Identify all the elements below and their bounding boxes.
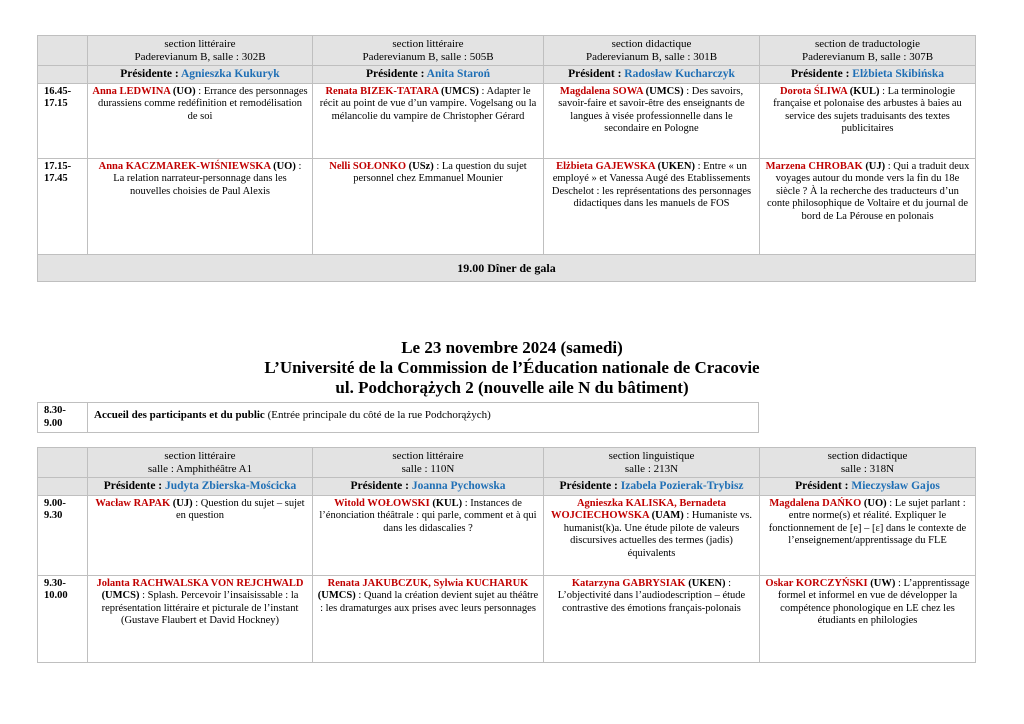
welcome-table	[37, 402, 759, 433]
affiliation: (UMCS)	[438, 85, 479, 97]
talk-cell	[313, 575, 544, 662]
venue-address: ul. Podchorążych 2 (nouvelle aile N du bâtiment)	[335, 378, 689, 397]
chair-name: Radosław Kucharczyk	[624, 68, 735, 80]
talk-title: : La question du sujet personnel chez Emmanuel Mounier	[353, 160, 527, 184]
chair-cell	[544, 478, 760, 496]
affiliation: (UKEN)	[655, 160, 695, 172]
time-slot: 17.15-17.45	[38, 158, 88, 254]
chair-cell	[760, 478, 976, 496]
section-name: section littéraire	[392, 38, 464, 50]
talk-cell	[88, 495, 313, 575]
section-name: section linguistique	[608, 450, 695, 462]
section-room: Paderevianum B, salle : 505B	[362, 50, 494, 63]
affiliation: (UJ)	[170, 497, 193, 509]
talk-title: : La relation narrateur-personnage dans les nouvelles choisies de Paul Alexis	[113, 160, 302, 197]
section-header	[760, 448, 976, 478]
affiliation: (UMCS)	[317, 590, 356, 601]
talk-cell	[760, 83, 976, 158]
speaker-name: Oskar KORCZYŃSKI	[765, 577, 868, 589]
speaker-name: Magdalena DAŃKO	[769, 497, 862, 509]
talk-cell	[544, 158, 760, 254]
affiliation: (KUL)	[429, 497, 463, 509]
day-title-block	[0, 338, 1024, 398]
talk-cell	[760, 158, 976, 254]
chair-label: Président :	[795, 480, 852, 492]
chair-row	[38, 66, 976, 84]
section-room: Paderevianum B, salle : 301B	[585, 50, 718, 63]
talk-cell	[544, 575, 760, 662]
affiliation: (USz)	[405, 160, 434, 172]
dinner-cell: 19.00 Dîner de gala	[38, 254, 976, 282]
section-header	[760, 36, 976, 66]
dinner-row	[38, 254, 976, 282]
schedule-table-saturday	[37, 447, 976, 663]
time-slot: 9.00-9.30	[38, 495, 88, 575]
talk-cell	[313, 495, 544, 575]
speaker-name: Elżbieta GAJEWSKA	[556, 160, 655, 172]
talk-cell	[313, 158, 544, 254]
speaker-name: Witold WOŁOWSKI	[334, 497, 430, 509]
time-header-cell	[38, 448, 88, 478]
talk-title: : Le sujet parlant : entre norme(s) et réalité. Expliquer le fonctionnement de [e] – [ɛ] dans le contexte de l’enseignement/apprentissage du FLE	[768, 497, 967, 546]
section-header	[88, 36, 313, 66]
speaker-name: Magdalena SOWA	[559, 85, 644, 97]
section-name: section didactique	[611, 38, 692, 50]
talk-cell	[544, 83, 760, 158]
chair-cell	[88, 478, 313, 496]
speaker-name: Nelli SOŁONKO	[329, 160, 406, 172]
section-room: salle : 318N	[840, 462, 895, 475]
talk-title: : Entre « un employé » et Vanessa Augé des Etablissements Deschelot : les représentations des personnages didactiques dans les manuels de FOS	[551, 160, 752, 209]
section-name: section de traductologie	[814, 38, 921, 50]
time-slot: 16.45-17.15	[38, 83, 88, 158]
section-name: section littéraire	[392, 450, 464, 462]
affiliation: (UJ)	[862, 160, 886, 172]
session-row	[38, 158, 976, 254]
day-date: Le 23 novembre 2024 (samedi)	[401, 338, 623, 357]
talk-title: : L’objectivité dans l’audiodescription – étude contrastive des émotions français-polonais	[557, 577, 746, 614]
section-room: salle : Amphithéâtre A1	[147, 462, 253, 475]
chair-cell	[88, 66, 313, 84]
chair-name: Anita Staroń	[426, 68, 491, 80]
time-header-cell	[38, 36, 88, 66]
chair-cell	[760, 66, 976, 84]
chair-label: Président :	[568, 68, 625, 80]
chair-cell	[544, 66, 760, 84]
speaker-name: Anna KACZMAREK-WIŚNIEWSKA	[98, 160, 271, 172]
talk-cell	[544, 495, 760, 575]
chair-label: Présidente :	[120, 68, 181, 80]
section-header	[544, 448, 760, 478]
talk-title: : Humaniste vs. humanist(k)a. Une étude pilote de valeurs discursives actuelles des termes (jadis) équivalents	[563, 510, 752, 559]
talk-title: : Splash. Percevoir l’insaisissable : la représentation littéraire et picturale de l’instant (Gustave Flaubert et David Hockney)	[101, 590, 299, 626]
time-slot: 9.30-10.00	[38, 575, 88, 662]
section-header	[313, 36, 544, 66]
section-header-row	[38, 448, 976, 478]
affiliation: (UMCS)	[101, 590, 140, 601]
chair-cell	[313, 66, 544, 84]
chair-name: Izabela Pozierak-Trybisz	[620, 480, 744, 492]
speaker-name: Renata BIZEK-TATARA	[325, 85, 439, 97]
talk-cell	[760, 575, 976, 662]
welcome-cell	[88, 403, 759, 433]
chair-row	[38, 478, 976, 496]
chair-label: Présidente :	[559, 480, 621, 492]
speaker-name: Katarzyna GABRYSIAK	[571, 577, 686, 589]
venue-name: L’Université de la Commission de l’Éducation nationale de Cracovie	[264, 358, 760, 377]
section-room: Paderevianum B, salle : 302B	[134, 50, 266, 63]
speaker-name: Jolanta RACHWALSKA VON REJCHWALD	[96, 577, 304, 589]
section-room: salle : 110N	[401, 462, 455, 475]
affiliation: (UO)	[861, 497, 887, 509]
speaker-name: Wacław RAPAK	[95, 497, 171, 509]
chair-label: Présidente :	[790, 68, 853, 80]
section-header	[544, 36, 760, 66]
speaker-name: Marzena CHROBAK	[765, 160, 863, 172]
chair-cell	[313, 478, 544, 496]
talk-title: : Qui a traduit deux voyages autour du monde vers la fin du 18e siècle ? À la recherche des traducteurs d’un conte philosophique de Voltaire et du journal de bord de La Pérouse en polonais	[766, 160, 970, 222]
speaker-name: Renata JAKUBCZUK, Sylwia KUCHARUK	[327, 577, 529, 589]
chair-label: Présidente :	[350, 480, 412, 492]
talk-cell	[88, 575, 313, 662]
speaker-name: Agnieszka KALISKA, Bernadeta WOJCIECHOWSKA	[551, 497, 727, 521]
talk-cell	[88, 83, 313, 158]
talk-title: : Instances de l’énonciation théâtrale : qui parle, comment et à qui dans les didascalies ?	[319, 497, 537, 534]
schedule-table-friday	[37, 35, 976, 282]
chair-name: Elżbieta Skibińska	[852, 68, 945, 80]
speaker-name: Dorota ŚLIWA	[779, 85, 848, 97]
talk-title: : Adapter le récit au point de vue d’un vampire. Vogelsang ou la mélancolie du vampire de Christopher Gérard	[319, 85, 537, 122]
talk-title: : Quand la création devient sujet au théâtre : les dramaturges aux prises avec leurs personnages	[320, 590, 539, 614]
affiliation: (UO)	[170, 85, 196, 97]
chair-label: Présidente :	[103, 480, 166, 492]
affiliation: (UO)	[270, 160, 296, 172]
welcome-title: Accueil des participants et du public	[94, 409, 265, 421]
section-room: salle : 213N	[624, 462, 679, 475]
talk-cell	[760, 495, 976, 575]
section-name: section littéraire	[164, 38, 236, 50]
affiliation: (UKEN)	[685, 577, 726, 589]
chair-name: Mieczysław Gajos	[851, 480, 940, 492]
talk-title: : L’apprentissage formel et informel en vue de développer la compétence phonologique en LE chez les étudiants en philologies	[777, 577, 970, 626]
time-cell	[38, 478, 88, 496]
talk-title: : Des savoirs, savoir-faire et savoir-être des enseignants de langues à visée professionnelle dans le secondaire en Pologne	[558, 85, 745, 134]
talk-cell	[313, 83, 544, 158]
chair-label: Présidente :	[365, 68, 427, 80]
affiliation: (UMCS)	[643, 85, 684, 97]
session-row	[38, 575, 976, 662]
section-name: section didactique	[827, 450, 908, 462]
talk-title: : Question du sujet – sujet en question	[175, 497, 305, 521]
affiliation: (KUL)	[847, 85, 880, 97]
talk-title: : La terminologie française et polonaise des arbustes à baies au service des sujets traduisants des textes publicitaires	[773, 85, 962, 134]
talk-cell	[88, 158, 313, 254]
chair-name: Agnieszka Kukuryk	[180, 68, 280, 80]
affiliation: (UW)	[867, 577, 896, 589]
talk-title: : Errance des personnages durassiens comme redéfinition et remodélisation de soi	[97, 85, 308, 122]
section-header	[88, 448, 313, 478]
section-room: Paderevianum B, salle : 307B	[801, 50, 934, 63]
section-header	[313, 448, 544, 478]
section-name: section littéraire	[164, 450, 236, 462]
welcome-note: (Entrée principale du côté de la rue Podchorążych)	[264, 409, 491, 421]
affiliation: (UAM)	[649, 510, 684, 521]
speaker-name: Anna LEDWINA	[92, 85, 171, 97]
chair-name: Judyta Zbierska-Mościcka	[165, 480, 297, 492]
section-header-row	[38, 36, 976, 66]
session-row	[38, 495, 976, 575]
time-cell	[38, 66, 88, 84]
time-slot: 8.30-9.00	[38, 403, 88, 433]
session-row	[38, 83, 976, 158]
welcome-row	[38, 403, 759, 433]
chair-name: Joanna Pychowska	[411, 480, 506, 492]
